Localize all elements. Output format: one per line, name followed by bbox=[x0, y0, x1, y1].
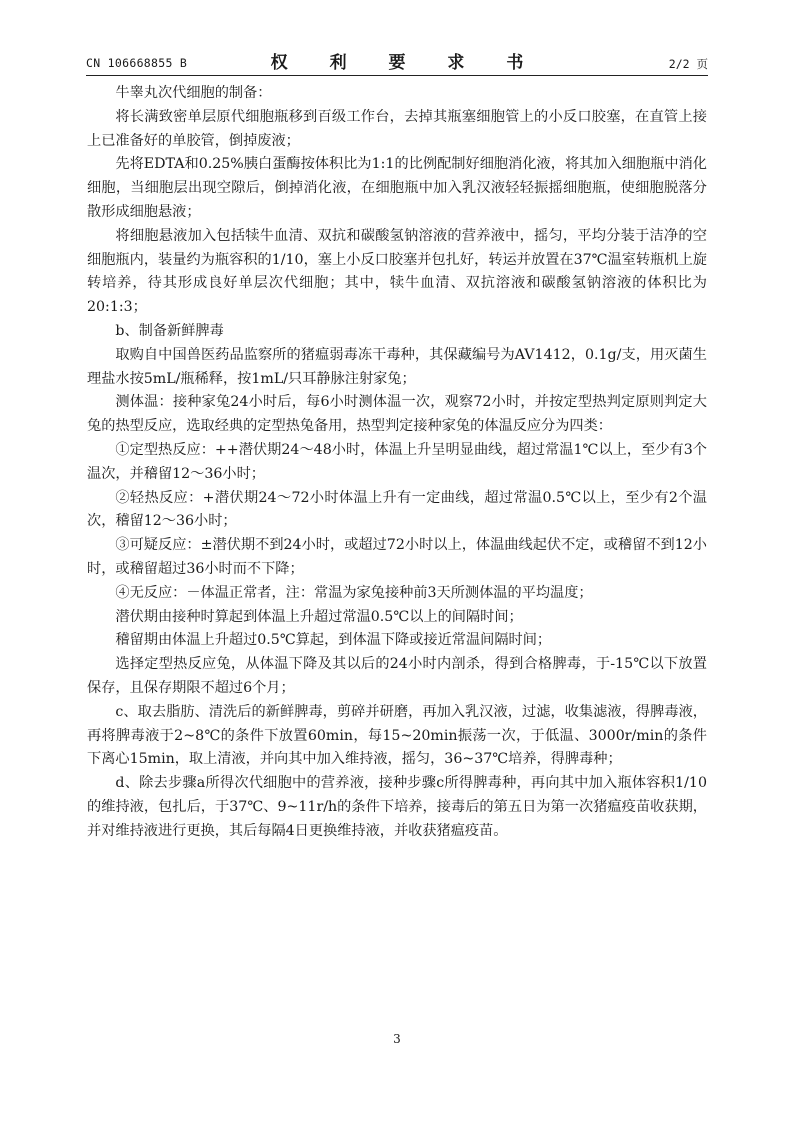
page-number: 3 bbox=[393, 1032, 401, 1046]
header-divider bbox=[86, 75, 708, 76]
paragraph: 测体温：接种家兔24小时后，每6小时测体温一次，观察72小时，并按定型热判定原则判定大兔的热型反应，选取经典的定型热兔备用，热型判定接种家兔的体温反应分为四类： bbox=[87, 394, 707, 435]
paragraph: ③可疑反应：±潜伏期不到24小时，或超过72小时以上，体温曲线起伏不定，或稽留不到12小时，或稽留超过36小时而不下降； bbox=[87, 537, 707, 577]
paragraph: 选择定型热反应兔，从体温下降及其以后的24小时内剖杀，得到合格脾毒，于-15℃以下放置保存，且保存期限不超过6个月； bbox=[87, 656, 707, 696]
paragraph: 稽留期由体温上升超过0.5℃算起，到体温下降或接近常温间隔时间； bbox=[115, 632, 552, 649]
paragraph: b、制备新鲜脾毒 bbox=[115, 322, 224, 339]
paragraph: 牛睾丸次代细胞的制备： bbox=[115, 85, 272, 101]
paragraph: ②轻热反应：+潜伏期24～72小时体温上升有一定曲线，超过常温0.5℃以上，至少有2个温次，稽留12～36小时； bbox=[87, 489, 707, 530]
paragraph: ①定型热反应：++潜伏期24～48小时，体温上升呈明显曲线，超过常温1℃以上，至少有3个温次，并稽留12～36小时； bbox=[87, 441, 707, 482]
page-header bbox=[86, 48, 708, 74]
paragraph: 取购自中国兽医药品监察所的猪瘟弱毒冻干毒种，其保藏编号为AV1412，0.1g/支，用灭菌生理盐水按5mL/瓶稀释，按1mL/只耳静脉注射家兔； bbox=[87, 346, 707, 387]
page-indicator: 2/2 页 bbox=[668, 57, 708, 71]
paragraph: 将细胞悬液加入包括犊牛血清、双抗和碳酸氢钠溶液的营养液中，摇匀，平均分装于洁净的空细胞瓶内，装量约为瓶容积的1/10，塞上小反口胶塞并包扎好，转运并放置在37℃温室转瓶机上旋转培养，待其形成良好单层次代细胞；其中，犊牛血清、双抗溶液和碳酸氢钠溶液的体积比为20:1:3； bbox=[87, 227, 707, 316]
paragraph: ④无反应：－体温正常者，注：常温为家兔接种前3天所测体温的平均温度； bbox=[115, 584, 593, 601]
paragraph: 先将EDTA和0.25%胰白蛋酶按体积比为1:1的比例配制好细胞消化液，将其加入细胞瓶中消化细胞，当细胞层出现空隙后，倒掉消化液，在细胞瓶中加入乳汉液轻轻振摇细胞瓶，使细胞脱落分散形成细胞悬液； bbox=[87, 156, 707, 220]
paragraph: d、除去步骤a所得次代细胞中的营养液，接种步骤c所得脾毒种，再向其中加入瓶体容积1/10的维持液，包扎后，于37℃、9~11r/h的条件下培养，接毒后的第五日为第一次猪瘟疫苗收获期，并对维持液进行更换，其后每隔4日更换维持液，并收获猪瘟疫苗。 bbox=[87, 775, 707, 839]
paragraph: c、取去脂肪、清洗后的新鲜脾毒，剪碎并研磨，再加入乳汉液，过滤，收集滤液，得脾毒液，再将脾毒液于2~8℃的条件下放置60min，每15~20min振荡一次，于低温、3000r/min的条件下离心15min，取上清液，并向其中加入维持液，摇匀，36~37℃培养，得脾毒种； bbox=[87, 703, 707, 768]
document-title: 权 利 要 求 书 bbox=[270, 53, 542, 73]
patent-number: CN 106668855 B bbox=[86, 56, 188, 70]
paragraph: 将长满致密单层原代细胞瓶移到百级工作台，去掉其瓶塞细胞管上的小反口胶塞，在直管上接上已准备好的单胶管，倒掉废液； bbox=[87, 108, 707, 149]
claims-body bbox=[87, 82, 707, 844]
paragraph: 潜伏期由接种时算起到体温上升超过常温0.5℃以上的间隔时间； bbox=[115, 608, 523, 625]
